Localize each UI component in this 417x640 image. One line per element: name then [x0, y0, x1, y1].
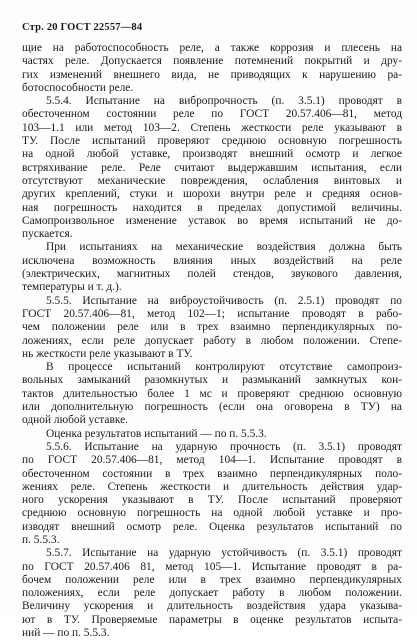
- text-line: (электрических, магнитных полей стендов, звукового давления,: [22, 268, 402, 281]
- text-line: 5.5.4. Испытание на вибропрочность (п. 3.5.1) проводят в: [46, 95, 402, 108]
- text-line: чем положении реле или в трех взаимно перпендикулярных по-: [22, 321, 402, 334]
- text-line: 5.5.7. Испытание на ударную устойчивость (п. 3.5.1) проводят: [46, 547, 402, 560]
- text-line: ного ускорения указывают в ТУ. После испытаний проверяют: [22, 494, 402, 507]
- text-line: Самопроизвольное изменение уставок во время испытаний не до-: [22, 214, 402, 227]
- text-line: ная погрешность находится в пределах допустимой величины.: [22, 201, 402, 214]
- text-line: встряхивание реле. Реле считают выдержавшим испытания, если: [22, 161, 402, 174]
- text-line: тактов длительностью более 1 мс и проверяют среднюю основную: [22, 387, 402, 400]
- text-line: исключена возможность влияния иных воздействий на реле: [22, 254, 402, 267]
- body-text: [22, 42, 402, 640]
- text-line: обесточенном состоянии реле по ГОСТ 20.57.406—81, метод: [22, 108, 402, 121]
- text-line: других креплений, стуки и шорохи внутри реле и средняя основ-: [22, 188, 402, 201]
- text-line: ний — по п. 5.5.3.: [22, 627, 110, 640]
- text-line: 103—1.1 или метод 103—2. Степень жесткости реле указывают в: [22, 121, 402, 134]
- text-line: 5.5.6. Испытание на ударную прочность (п. 3.5.1) проводят: [46, 440, 402, 453]
- text-line: температуры и т. д.).: [22, 281, 122, 294]
- text-line: или дополнительную погрешность (если она оговорена в ТУ) на: [22, 401, 402, 414]
- text-line: п. 5.5.3.: [22, 533, 60, 546]
- page-header: Стр. 20 ГОСТ 22557—84: [22, 22, 143, 33]
- text-line: При испытаниях на механические воздействия должна быть: [46, 241, 402, 254]
- text-line: на одной любой уставке, производят внешний осмотр и легкое: [22, 148, 402, 161]
- text-line: гих изменений внешнего вида, не приводящих к нарушению ра-: [22, 68, 402, 81]
- text-line: отсутствуют механические повреждения, ослабления винтовых и: [22, 174, 402, 187]
- text-line: пускается.: [22, 228, 73, 241]
- text-line: вольных замыканий разомкнутых и размыканий замкнутых кон-: [22, 374, 402, 387]
- text-line: Оценка результатов испытаний — по п. 5.5.3.: [46, 427, 267, 440]
- text-line: по ГОСТ 20.57.406 81, метод 105—1. Испытание проводят в ра-: [22, 560, 402, 573]
- text-line: бочем положении реле или в трех взаимно перпендикулярных: [22, 573, 402, 586]
- text-line: ложениях, если реле допускает работу в любом положении. Степе-: [22, 334, 402, 347]
- text-line: ГОСТ 20.57.406—81, метод 102—1; испытание проводят в рабо-: [22, 307, 402, 320]
- text-line: В процессе испытаний контролируют отсутствие самопроиз-: [46, 361, 402, 374]
- text-line: по ГОСТ 20.57.406—81, метод 104—1. Испытание проводят в: [22, 454, 402, 467]
- text-line: среднюю основную погрешность на одной любой уставке и про-: [22, 507, 402, 520]
- text-line: щие на работоспособность реле, а также коррозия и плесень на: [22, 42, 402, 54]
- text-line: Величину ускорения и длительность воздействия удара указыва-: [22, 600, 402, 613]
- text-line: 5.5.5. Испытание на виброустойчивость (п. 2.5.1) проводят по: [46, 294, 402, 307]
- text-line: обесточенном состоянии в трех взаимно перпендикулярных поло-: [22, 467, 402, 480]
- text-line: ют в ТУ. Проверяемые параметры в оценке результатов испыта-: [22, 613, 402, 626]
- text-line: одной любой уставке.: [22, 414, 128, 427]
- text-line: ботоспособности реле.: [22, 81, 134, 94]
- text-line: изводят внешний осмотр реле. Оценка результатов испытаний по: [22, 520, 402, 533]
- text-line: ТУ. После испытаний проверяют среднюю основную погрешность: [22, 135, 402, 148]
- text-line: частях реле. Допускается появление потемнений покрытий и дру-: [22, 55, 402, 68]
- text-line: нь жесткости реле указывают в ТУ.: [22, 347, 193, 360]
- text-line: жениях реле. Степень жесткости и длительность действия удар-: [22, 480, 402, 493]
- text-line: положениях, если реле допускает работу в любом положении.: [22, 587, 402, 600]
